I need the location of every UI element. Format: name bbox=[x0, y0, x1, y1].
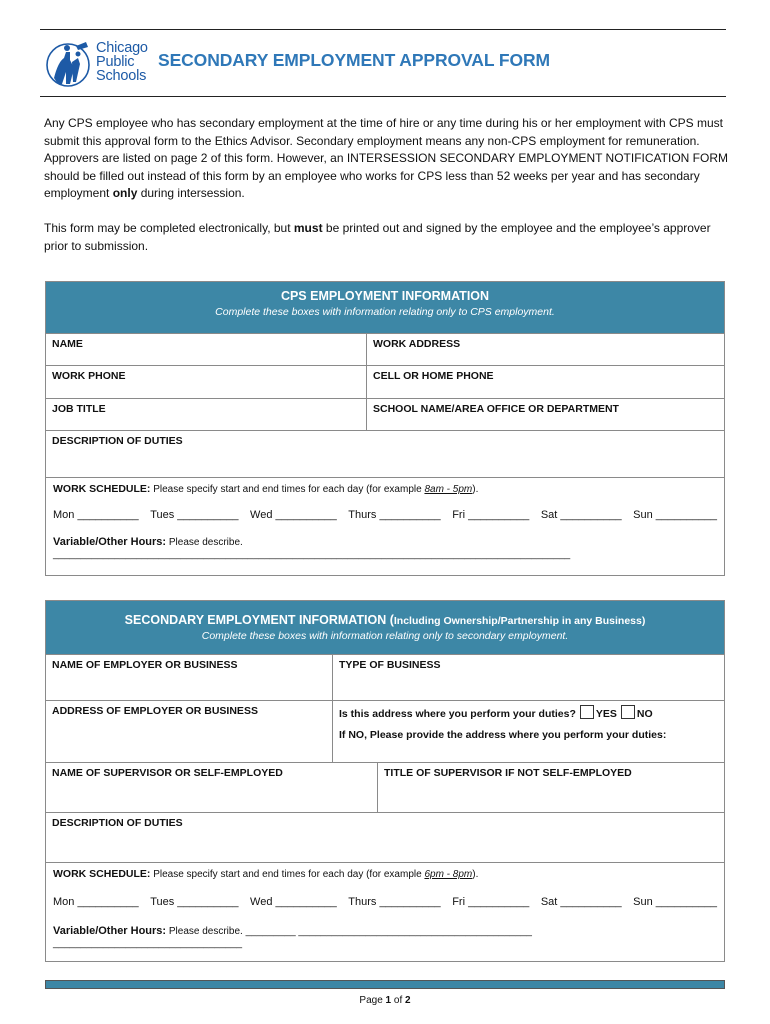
secondary-day-sat[interactable]: Sat __________ bbox=[540, 896, 622, 908]
logo-line: Public bbox=[96, 54, 135, 70]
logo-line: Chicago bbox=[96, 40, 148, 56]
no-checkbox[interactable] bbox=[621, 705, 635, 719]
cps-day-sat[interactable]: Sat __________ bbox=[540, 509, 622, 521]
secondary-section-header bbox=[46, 601, 724, 655]
secondary-day-thu[interactable]: Thurs __________ bbox=[348, 896, 441, 908]
name-field[interactable]: NAME bbox=[52, 338, 83, 350]
cps-employment-section bbox=[45, 281, 725, 576]
cps-section-title: CPS EMPLOYMENT INFORMATION bbox=[280, 289, 490, 303]
cps-day-thu[interactable]: Thurs __________ bbox=[348, 509, 441, 521]
top-rule bbox=[40, 29, 726, 30]
secondary-work-schedule: WORK SCHEDULE: Please specify start and end times for each day (for example 6pm - 8pm). bbox=[53, 868, 479, 880]
secondary-day-mon[interactable]: Mon __________ bbox=[53, 896, 139, 908]
header-rule bbox=[40, 96, 726, 97]
supervisor-title-field[interactable]: TITLE OF SUPERVISOR IF NOT SELF-EMPLOYED bbox=[377, 763, 724, 812]
intro-paragraph-2: This form may be completed electronically, but must be printed out and signed by the employee and the employee’s approver prior to submission. bbox=[44, 221, 711, 253]
cps-day-sun[interactable]: Sun __________ bbox=[633, 509, 717, 521]
cps-section-subtitle: Complete these boxes with information relating only to CPS employment. bbox=[215, 306, 555, 318]
cps-section-header bbox=[46, 282, 724, 334]
yes-checkbox[interactable] bbox=[580, 705, 594, 719]
secondary-day-fields bbox=[46, 896, 724, 908]
secondary-row-address bbox=[46, 701, 724, 763]
cps-row-duties bbox=[46, 431, 724, 478]
secondary-day-fri[interactable]: Fri __________ bbox=[452, 896, 530, 908]
intro-text bbox=[44, 115, 734, 203]
cps-day-mon[interactable]: Mon __________ bbox=[53, 509, 139, 521]
cps-day-fri[interactable]: Fri __________ bbox=[452, 509, 530, 521]
secondary-day-sun[interactable]: Sun __________ bbox=[633, 896, 717, 908]
secondary-row-duties bbox=[46, 813, 724, 863]
cps-variable-hours[interactable]: Variable/Other Hours: Please describe. _____________________________________________________________________________________________ bbox=[53, 536, 571, 560]
intro-text-2 bbox=[44, 220, 734, 255]
cps-day-tue[interactable]: Tues __________ bbox=[150, 509, 239, 521]
secondary-day-tue[interactable]: Tues __________ bbox=[150, 896, 239, 908]
secondary-variable-hours[interactable]: Variable/Other Hours: Please describe. _________ __________________________________________ __________________________________ bbox=[53, 925, 532, 949]
cps-duties-field[interactable]: DESCRIPTION OF DUTIES bbox=[52, 435, 183, 447]
footer-bar bbox=[45, 980, 725, 989]
secondary-section-title: SECONDARY EMPLOYMENT INFORMATION (Including Ownership/Partnership in any Business) bbox=[124, 613, 646, 627]
cps-row-phone bbox=[46, 366, 724, 399]
address-question: Is this address where you perform your duties? YES NO bbox=[339, 705, 718, 720]
secondary-section-subtitle: Complete these boxes with information relating only to secondary employment. bbox=[201, 630, 569, 642]
school-name-field[interactable]: SCHOOL NAME/AREA OFFICE OR DEPARTMENT bbox=[366, 399, 724, 430]
secondary-row-employer bbox=[46, 655, 724, 701]
cps-work-schedule: WORK SCHEDULE: Please specify start and end times for each day (for example 8am - 5pm). bbox=[53, 483, 479, 495]
secondary-duties-field[interactable]: DESCRIPTION OF DUTIES bbox=[52, 817, 183, 829]
intro-paragraph-1: Any CPS employee who has secondary employment at the time of hire or any time during his or her employment with CPS must submit this approval form to the Ethics Advisor. Secondary employment means any non-CPS employment for remuneration. Approvers are listed on page 2 of this form. However, an INTERSESSION SECONDARY EMPLOYMENT NOTIFICATION FORM should be filled out instead of this form by an employee who works for CPS less than 52 weeks per year and has secondary employment only during intersession. bbox=[44, 116, 728, 201]
cps-row-name bbox=[46, 334, 724, 366]
employer-address-field[interactable]: ADDRESS OF EMPLOYER OR BUSINESS bbox=[52, 705, 258, 717]
secondary-row-supervisor bbox=[46, 763, 724, 813]
logo-wordmark bbox=[96, 41, 148, 83]
cps-row-job bbox=[46, 399, 724, 431]
supervisor-name-field[interactable]: NAME OF SUPERVISOR OR SELF-EMPLOYED bbox=[52, 767, 283, 779]
duties-location-field bbox=[332, 701, 724, 762]
if-no-label[interactable]: If NO, Please provide the address where you perform your duties: bbox=[339, 729, 667, 741]
employer-name-field[interactable]: NAME OF EMPLOYER OR BUSINESS bbox=[52, 659, 238, 671]
business-type-field[interactable]: TYPE OF BUSINESS bbox=[332, 655, 724, 700]
work-phone-field[interactable]: WORK PHONE bbox=[52, 370, 126, 382]
page-number: Page 1 of 2 bbox=[359, 995, 411, 1006]
form-title: SECONDARY EMPLOYMENT APPROVAL FORM bbox=[158, 50, 550, 70]
secondary-day-wed[interactable]: Wed __________ bbox=[250, 896, 337, 908]
work-address-field[interactable]: WORK ADDRESS bbox=[366, 334, 724, 365]
cps-day-fields bbox=[46, 509, 724, 521]
job-title-field[interactable]: JOB TITLE bbox=[52, 403, 106, 415]
logo-line: Schools bbox=[96, 68, 147, 84]
cps-day-wed[interactable]: Wed __________ bbox=[250, 509, 337, 521]
secondary-employment-section bbox=[45, 600, 725, 962]
cell-phone-field[interactable]: CELL OR HOME PHONE bbox=[366, 366, 724, 398]
